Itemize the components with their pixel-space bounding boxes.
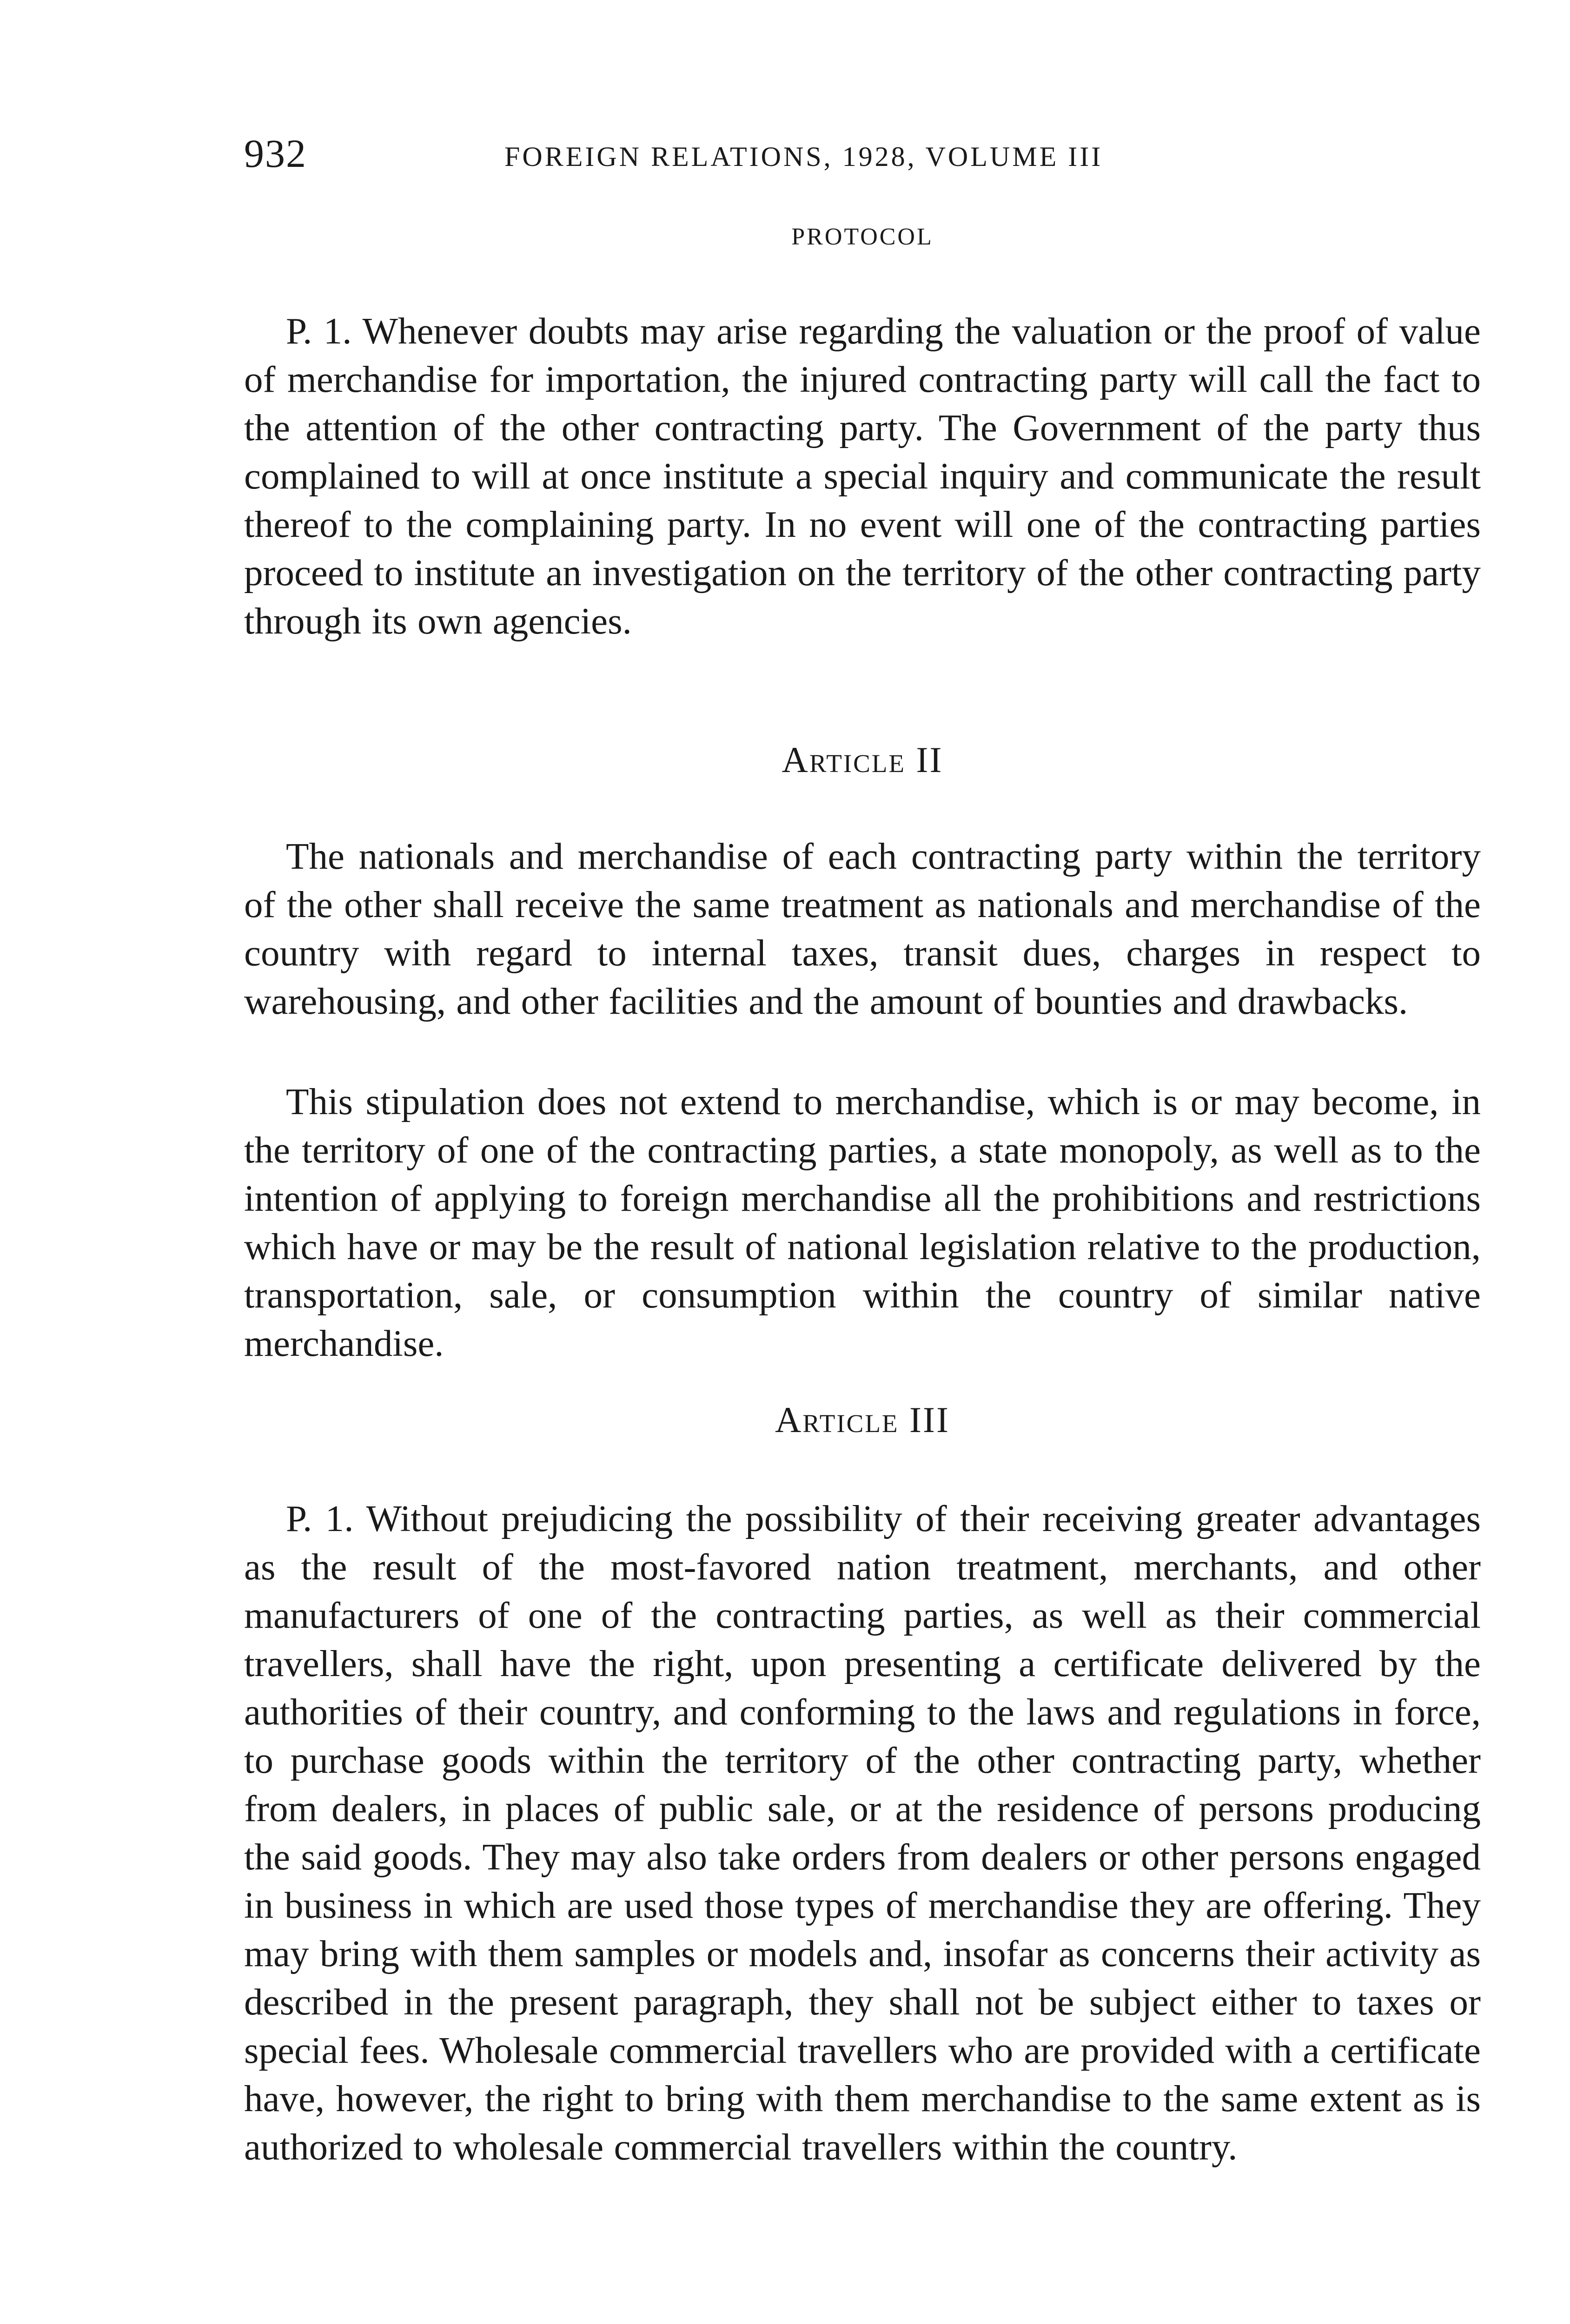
article-2-paragraph-1: The nationals and merchandise of each contracting party within the territory of the other shall receive the same treatment as nationals and merchandise of the country with regard to internal taxes, transit dues, charges in respect to warehousing, and other facilities and the amount of bounties and drawbacks.: [244, 835, 1481, 1022]
running-header: [244, 128, 1285, 179]
page-number: 932: [244, 131, 307, 176]
article-2-paragraph-2: This stipulation does not extend to merchandise, which is or may become, in the territory of one of the contracting parties, a state monopoly, as well as to the intention of applying to foreign merchandise all the prohibitions and restrictions which have or may be the result of national legislation relative to the production, transportation, sale, or consumption within the country of similar native merchandise.: [244, 1081, 1481, 1364]
protocol-heading: PROTOCOL: [791, 224, 934, 250]
article-2-heading: Article II: [782, 739, 943, 780]
article-3-heading: Article III: [775, 1400, 950, 1440]
running-title: FOREIGN RELATIONS, 1928, VOLUME III: [504, 141, 1103, 172]
protocol-paragraph: P. 1. Whenever doubts may arise regarding the valuation or the proof of value of merchandise for importation, the injured contracting party will call the fact to the attention of the other contracting party. The Government of the party thus complained to will at once institute a special inquiry and communicate the result thereof to the complaining party. In no event will one of the contracting parties proceed to institute an investigation on the territory of the other contracting party through its own agencies.: [244, 310, 1481, 642]
article-3-paragraph: P. 1. Without prejudicing the possibility of their receiving greater advantages as the result of the most-favored nation treatment, merchants, and other manufacturers of one of the contracting parties, as well as their commercial travellers, shall have the right, upon presenting a certificate delivered by the authorities of their country, and conforming to the laws and regulations in force, to purchase goods within the territory of the other contracting party, whether from dealers, in places of public sale, or at the residence of persons producing the said goods. They may also take orders from dealers or other persons engaged in business in which are used those types of merchandise they are offering. They may bring with them samples or models and, insofar as concerns their activity as described in the present paragraph, they shall not be subject either to taxes or special fees. Wholesale commercial travellers who are provided with a certificate have, however, the right to bring with them merchandise to the same extent as is authorized to wholesale commercial travellers within the country.: [244, 1498, 1481, 2168]
